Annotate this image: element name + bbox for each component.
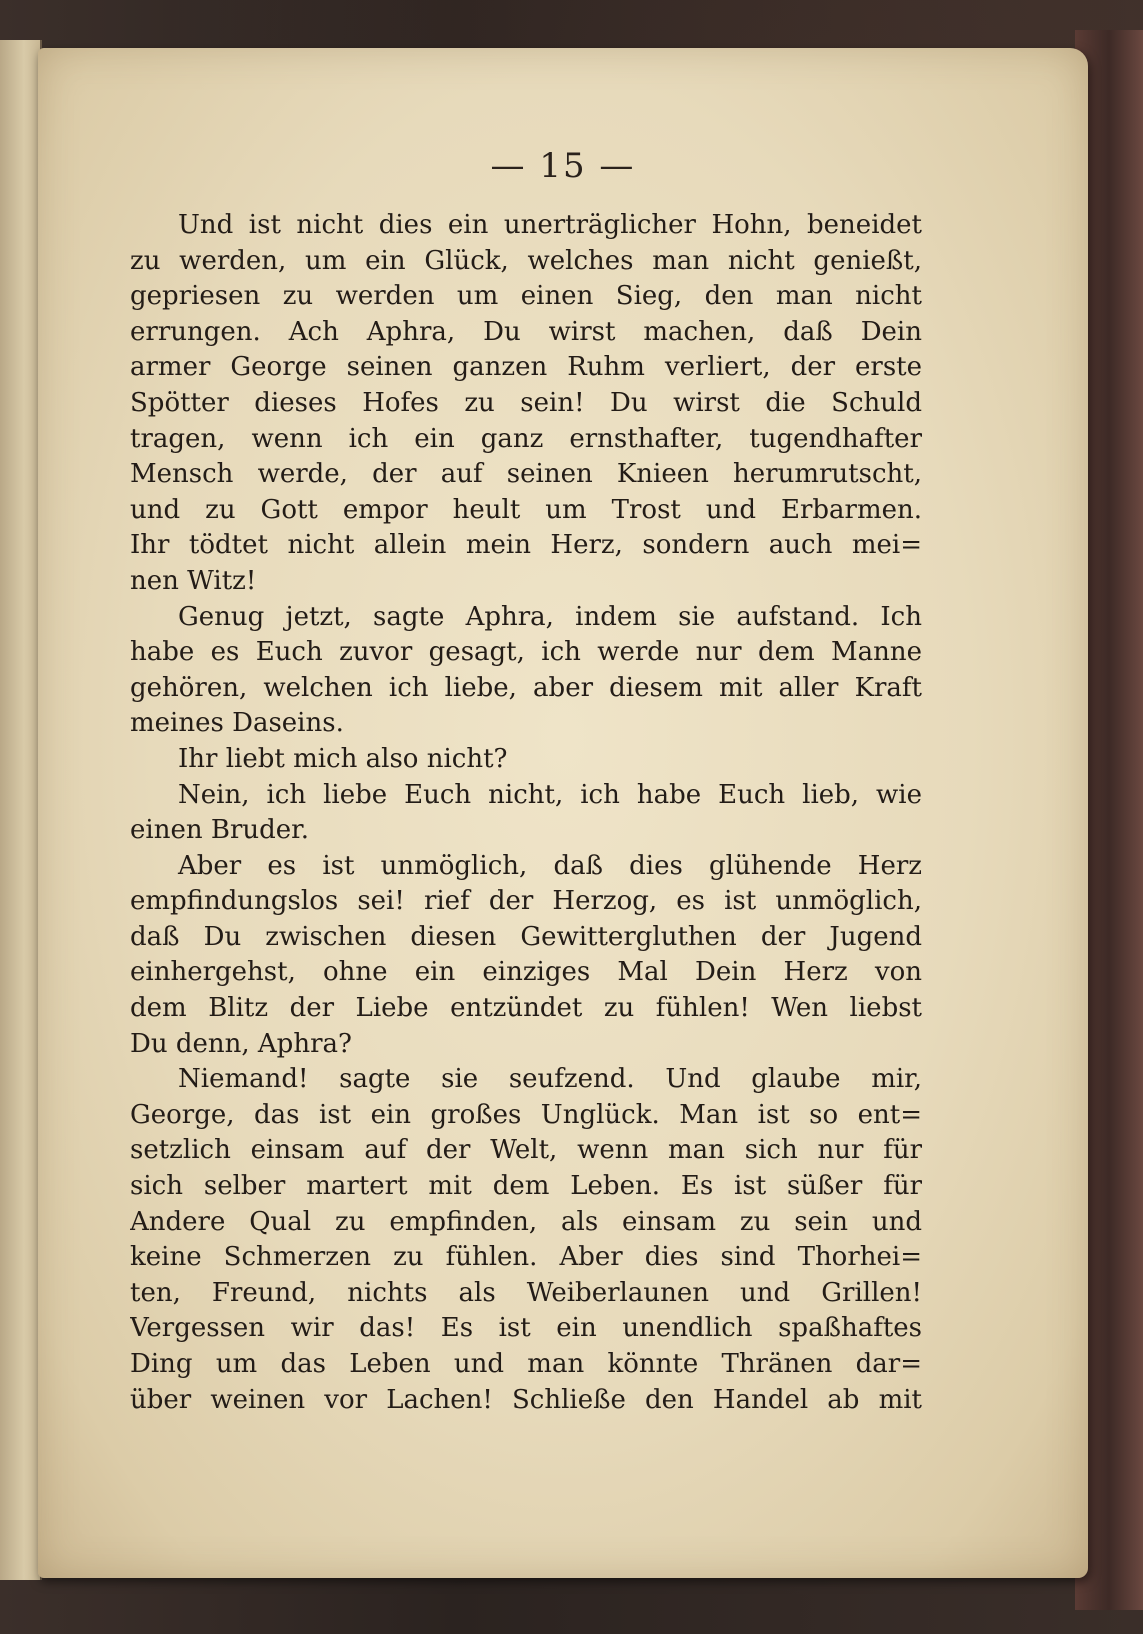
text-line: einhergehst, ohne ein einziges Mal Dein Herz von (130, 957, 922, 988)
book-page (38, 48, 1088, 1578)
text-line: Nein, ich liebe Euch nicht, ich habe Euch lieb, wie (178, 779, 922, 810)
text-line: über weinen vor Lachen! Schließe den Handel ab mit (130, 1384, 922, 1415)
text-line: Ihr liebt mich also nicht? (178, 743, 508, 774)
text-line: Du denn, Aphra? (130, 1028, 352, 1059)
text-line: nen Witz! (130, 565, 257, 596)
text-line: errungen. Ach Aphra, Du wirst machen, daß Dein (130, 316, 922, 347)
text-line: setzlich einsam auf der Welt, wenn man sich nur für (130, 1135, 922, 1166)
text-line: ten, Freund, nichts als Weiberlaunen und Grillen! (130, 1277, 922, 1308)
text-line: Mensch werde, der auf seinen Knieen herumrutscht, (130, 459, 922, 490)
text-line: George, das ist ein großes Unglück. Man ist so ent= (130, 1099, 922, 1130)
text-line: Und ist nicht dies ein unerträglicher Hohn, beneidet (178, 210, 922, 240)
text-line: gepriesen zu werden um einen Sieg, den man nicht (130, 281, 922, 312)
text-line: zu werden, um ein Glück, welches man nicht genießt, (130, 245, 922, 276)
text-line: Ding um das Leben und man könnte Thränen dar= (130, 1349, 922, 1379)
text-line: Vergessen wir das! Es ist ein unendlich spaßhaftes (130, 1313, 922, 1344)
text-line: einen Bruder. (130, 815, 309, 846)
left-page-edge (0, 40, 42, 1580)
text-line: Andere Qual zu empfinden, als einsam zu sein und (130, 1206, 922, 1237)
text-line: Genug jetzt, sagte Aphra, indem sie aufstand. Ich (178, 601, 922, 632)
text-line: empfindungslos sei! rief der Herzog, es ist unmöglich, (130, 886, 922, 917)
text-line: armer George seinen ganzen Ruhm verliert, der erste (130, 352, 922, 383)
text-line: Niemand! sagte sie seufzend. Und glaube mir, (178, 1064, 922, 1095)
text-line: dem Blitz der Liebe entzündet zu fühlen! Wen liebst (130, 993, 922, 1024)
text-line: Spötter dieses Hofes zu sein! Du wirst die Schuld (130, 387, 922, 418)
page-number: — 15 — (490, 146, 636, 186)
text-line: Ihr tödtet nicht allein mein Herz, sondern auch mei= (130, 530, 922, 561)
text-line: Aber es ist unmöglich, daß dies glühende Herz (178, 850, 922, 881)
text-line: sich selber martert mit dem Leben. Es ist süßer für (130, 1171, 922, 1202)
text-line: habe es Euch zuvor gesagt, ich werde nur dem Manne (130, 637, 922, 668)
body-text (130, 208, 922, 1418)
text-line: gehören, welchen ich liebe, aber diesem mit aller Kraft (130, 672, 922, 703)
text-line: keine Schmerzen zu fühlen. Aber dies sind Thorhei= (130, 1242, 922, 1273)
text-line: und zu Gott empor heult um Trost und Erbarmen. (130, 494, 922, 525)
text-line: daß Du zwischen diesen Gewittergluthen der Jugend (130, 921, 922, 952)
text-line: tragen, wenn ich ein ganz ernsthafter, tugendhafter (130, 423, 922, 454)
text-line: meines Daseins. (130, 708, 344, 739)
